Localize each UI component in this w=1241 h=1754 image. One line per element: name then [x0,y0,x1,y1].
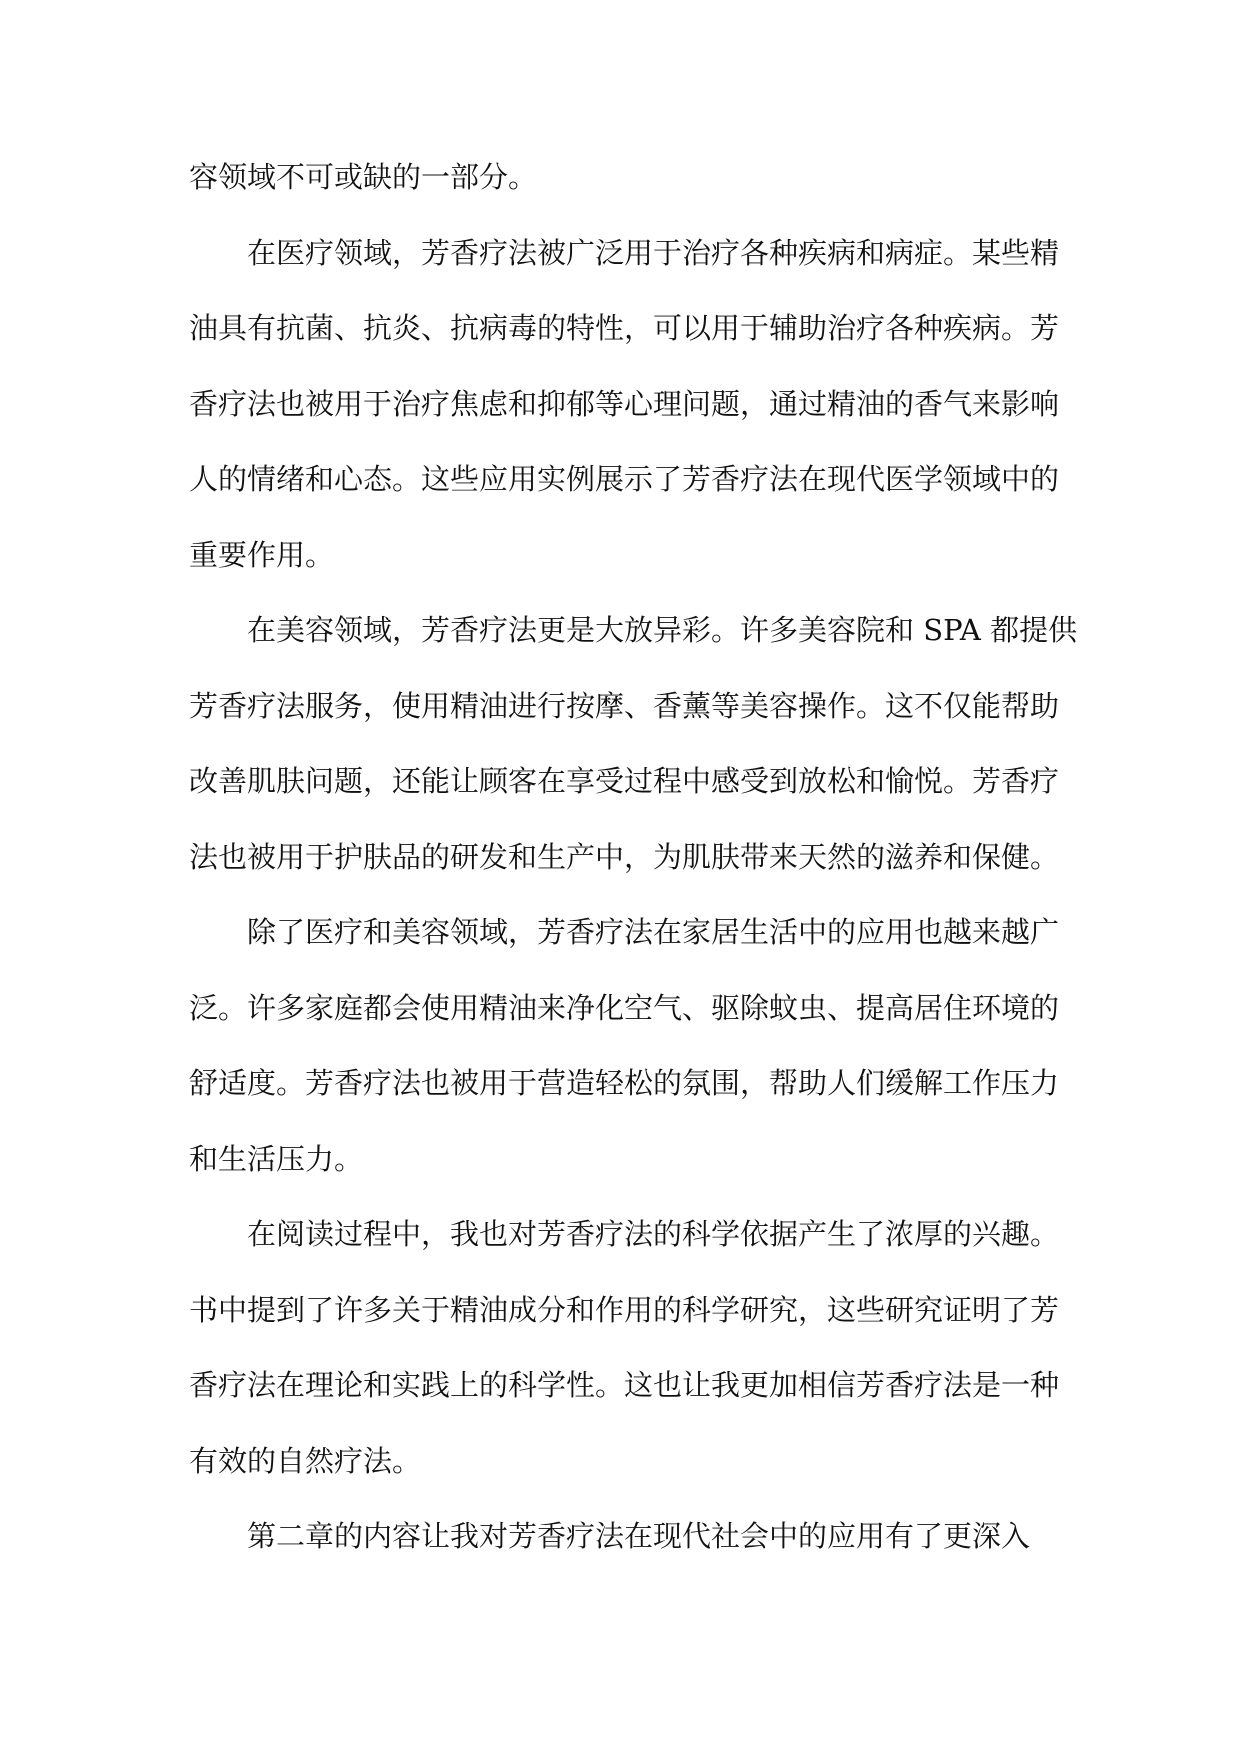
body-line: 油具有抗菌、抗炎、抗病毒的特性，可以用于辅助治疗各种疾病。芳 [189,311,1060,345]
body-line: 人的情绪和心态。这些应用实例展示了芳香疗法在现代医学领域中的 [189,462,1060,496]
paragraph-first-line: 在美容领域，芳香疗法更是大放异彩。许多美容院和 SPA 都提供 [247,613,1078,647]
body-line: 和生活压力。 [189,1141,364,1176]
paragraph-first-line: 在医疗领域，芳香疗法被广泛用于治疗各种疾病和病症。某些精 [247,235,1060,270]
paragraph-first-line: 第二章的内容让我对芳香疗法在现代社会中的应用有了更深入 [247,1519,1031,1553]
body-line: 香疗法也被用于治疗焦虑和抑郁等心理问题，通过精油的香气来影响 [189,386,1060,421]
body-line: 舒适度。芳香疗法也被用于营造轻松的氛围，帮助人们缓解工作压力 [189,1066,1060,1100]
body-line: 有效的自然疗法。 [189,1443,422,1478]
body-line: 改善肌肤问题，还能让顾客在享受过程中感受到放松和愉悦。芳香疗 [189,764,1060,798]
paragraph-first-line: 在阅读过程中，我也对芳香疗法的科学依据产生了浓厚的兴趣。 [247,1217,1060,1251]
document-body [189,140,1078,1575]
paragraph-first-line: 除了医疗和美容领域，芳香疗法在家居生活中的应用也越来越广 [247,915,1060,949]
body-line: 香疗法在理论和实践上的科学性。这也让我更加相信芳香疗法是一种 [189,1368,1060,1402]
body-line: 书中提到了许多关于精油成分和作用的科学研究，这些研究证明了芳 [189,1292,1060,1327]
body-line: 芳香疗法服务，使用精油进行按摩、香薰等美容操作。这不仅能帮助 [189,688,1060,723]
body-line: 泛。许多家庭都会使用精油来净化空气、驱除蚊虫、提高居住环境的 [189,990,1060,1025]
body-line: 法也被用于护肤品的研发和生产中，为肌肤带来天然的滋养和保健。 [189,839,1060,874]
body-line: 重要作用。 [189,537,335,572]
body-line: 容领域不可或缺的一部分。 [189,160,538,194]
